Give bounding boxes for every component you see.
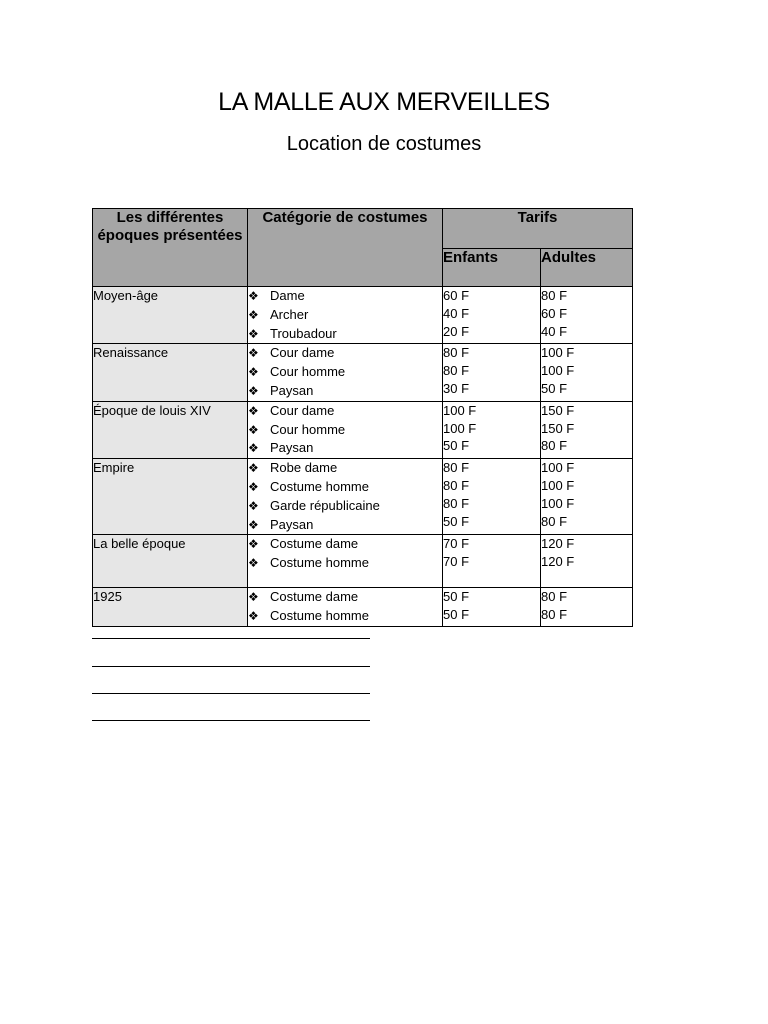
costume-label: Paysan (270, 382, 314, 398)
blank-line (92, 693, 370, 694)
table-row (93, 588, 633, 627)
prix-adultes: 80 F (541, 438, 568, 454)
prix-enfants: 50 F (443, 607, 470, 623)
epoque-cell: Empire (93, 459, 248, 535)
costume-item (248, 478, 442, 497)
prix-adultes: 120 F (541, 536, 575, 552)
prix-adultes: 150 F (541, 420, 575, 436)
prix-enfants-cell (443, 535, 541, 588)
diamond-bullet-icon: ❖ (248, 517, 259, 532)
costume-label: Dame (270, 288, 305, 303)
document-title: LA MALLE AUX MERVEILLES (218, 88, 550, 116)
epoque-cell: Époque de louis XIV (93, 401, 248, 458)
costume-item (248, 607, 442, 626)
prix-adultes: 100 F (541, 460, 575, 476)
costume-item (248, 516, 442, 535)
diamond-bullet-icon: ❖ (248, 365, 259, 380)
costume-item (248, 363, 442, 382)
prix-enfants: 50 F (443, 513, 470, 529)
prix-enfants-cell (443, 401, 541, 458)
prix-enfants: 20 F (443, 323, 470, 339)
costume-label: Paysan (270, 516, 314, 532)
costume-item (248, 588, 442, 607)
epoque-cell: Renaissance (93, 344, 248, 401)
diamond-bullet-icon: ❖ (248, 289, 259, 303)
prix-enfants: 80 F (443, 495, 470, 511)
epoque-cell: Moyen-âge (93, 287, 248, 344)
prix-adultes-cell (541, 287, 633, 344)
table-row (93, 287, 633, 344)
diamond-bullet-icon: ❖ (248, 556, 259, 571)
costume-label: Costume homme (270, 608, 369, 624)
prix-enfants: 80 F (443, 460, 470, 476)
costume-item (248, 421, 442, 440)
epoque-cell: La belle époque (93, 535, 248, 588)
prix-adultes: 50 F (541, 380, 568, 396)
header-categorie: Catégorie de costumes (248, 209, 443, 287)
costume-item (248, 306, 442, 325)
costumes-cell (248, 535, 443, 588)
costume-label: Paysan (270, 440, 314, 456)
prix-adultes: 100 F (541, 345, 575, 361)
epoque-cell: 1925 (93, 588, 248, 627)
prix-enfants: 100 F (443, 402, 477, 418)
blank-line (92, 638, 370, 639)
prix-enfants-cell (443, 344, 541, 401)
table-body (93, 287, 633, 627)
diamond-bullet-icon: ❖ (248, 383, 259, 398)
prix-adultes-cell (541, 535, 633, 588)
prix-adultes: 80 F (541, 607, 568, 623)
header-row (93, 209, 633, 249)
diamond-bullet-icon: ❖ (248, 307, 259, 322)
prix-adultes: 100 F (541, 477, 575, 493)
costumes-cell (248, 588, 443, 627)
costume-item (248, 402, 442, 421)
header-adultes: Adultes (541, 249, 633, 287)
table-row (93, 344, 633, 401)
prix-adultes: 80 F (541, 589, 568, 605)
table-row (93, 535, 633, 588)
diamond-bullet-icon: ❖ (248, 609, 259, 624)
costumes-cell (248, 344, 443, 401)
prix-enfants-cell (443, 459, 541, 535)
prix-adultes: 120 F (541, 554, 575, 570)
blank-line (92, 666, 370, 667)
costume-item (248, 497, 442, 516)
diamond-bullet-icon: ❖ (248, 403, 259, 418)
diamond-bullet-icon: ❖ (248, 346, 259, 361)
prix-adultes: 150 F (541, 402, 575, 418)
prix-adultes-cell (541, 588, 633, 627)
costume-item (248, 287, 442, 306)
costume-label: Cour homme (270, 421, 346, 437)
prix-adultes: 100 F (541, 363, 575, 379)
costume-label: Cour dame (270, 345, 335, 361)
table-row (93, 401, 633, 458)
prix-adultes-cell (541, 344, 633, 401)
diamond-bullet-icon: ❖ (248, 422, 259, 437)
costume-label: Robe dame (270, 460, 338, 476)
prix-enfants: 100 F (443, 420, 477, 436)
costume-label: Troubadour (270, 325, 337, 341)
costume-item (248, 325, 442, 344)
prix-enfants: 70 F (443, 554, 470, 570)
costume-label: Archer (270, 306, 309, 322)
prix-enfants: 60 F (443, 288, 470, 303)
costume-item (248, 535, 442, 554)
table-row (93, 459, 633, 535)
tarifs-table (92, 208, 633, 627)
header-enfants: Enfants (443, 249, 541, 287)
diamond-bullet-icon: ❖ (248, 441, 259, 456)
costume-label: Costume homme (270, 478, 369, 494)
prix-adultes: 60 F (541, 305, 568, 321)
prix-adultes: 100 F (541, 495, 575, 511)
costume-label: Costume dame (270, 536, 359, 552)
prix-adultes: 80 F (541, 288, 568, 303)
prix-enfants: 80 F (443, 477, 470, 493)
prix-adultes-cell (541, 459, 633, 535)
costume-label: Cour dame (270, 402, 335, 418)
diamond-bullet-icon: ❖ (248, 326, 259, 341)
blank-line (92, 720, 370, 721)
document-subtitle: Location de costumes (286, 133, 482, 155)
prix-enfants: 50 F (443, 589, 470, 605)
diamond-bullet-icon: ❖ (248, 537, 259, 552)
costume-item (248, 554, 442, 573)
costume-label: Costume dame (270, 589, 359, 605)
header-tarifs: Tarifs (443, 209, 633, 249)
prix-enfants-cell (443, 287, 541, 344)
prix-adultes: 40 F (541, 323, 568, 339)
diamond-bullet-icon: ❖ (248, 590, 259, 605)
diamond-bullet-icon: ❖ (248, 498, 259, 513)
costume-label: Garde républicaine (270, 497, 380, 513)
costume-item (248, 382, 442, 401)
prix-enfants: 30 F (443, 380, 470, 396)
prix-enfants: 80 F (443, 363, 470, 379)
costume-label: Costume homme (270, 555, 369, 571)
costume-item (248, 459, 442, 478)
prix-enfants: 40 F (443, 305, 470, 321)
costumes-cell (248, 401, 443, 458)
costume-item (248, 439, 442, 458)
prix-adultes-cell (541, 401, 633, 458)
costume-item (248, 344, 442, 363)
header-epoques: Les différentes époques présentées (93, 209, 248, 287)
diamond-bullet-icon: ❖ (248, 479, 259, 494)
prix-adultes: 80 F (541, 513, 568, 529)
prix-enfants: 70 F (443, 536, 470, 552)
costumes-cell (248, 459, 443, 535)
prix-enfants: 50 F (443, 438, 470, 454)
diamond-bullet-icon: ❖ (248, 461, 259, 476)
prix-enfants: 80 F (443, 345, 470, 361)
prix-enfants-cell (443, 588, 541, 627)
costume-label: Cour homme (270, 364, 346, 380)
costumes-cell (248, 287, 443, 344)
